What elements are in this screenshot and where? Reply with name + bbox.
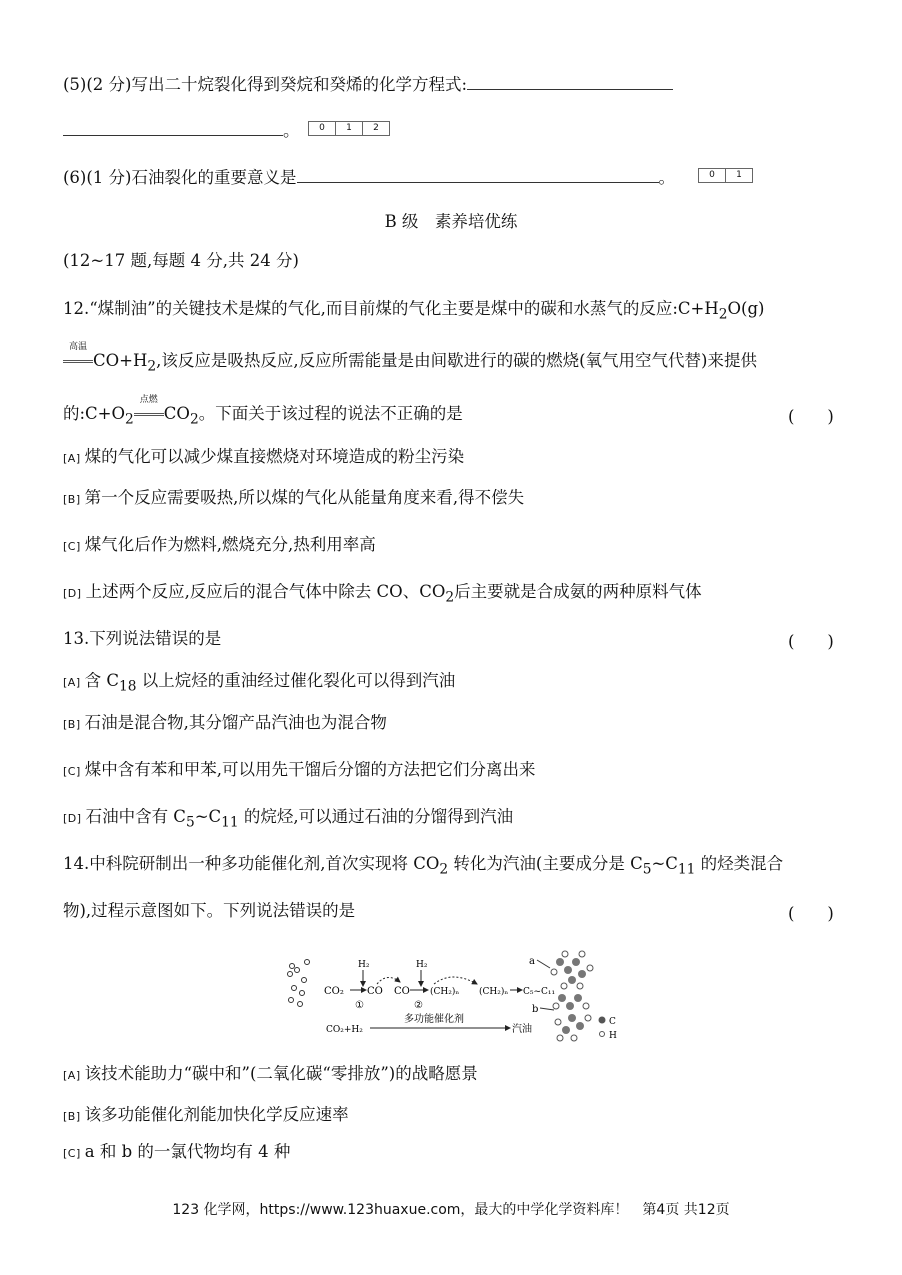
option-text: 煤的气化可以减少煤直接燃烧对环境造成的粉尘污染 (84, 447, 465, 466)
option-label: [C] (63, 765, 81, 778)
option-label: [C] (63, 1147, 81, 1160)
option-label: [B] (63, 493, 81, 506)
q14-text: 14.中科院研制出一种多功能催化剂,首次实现将 CO (63, 854, 440, 873)
catalyst-label: 多功能催化剂 (404, 1014, 464, 1025)
option-text: 该多功能催化剂能加快化学反应速率 (84, 1105, 349, 1124)
h2-label-1: H₂ (358, 960, 370, 970)
step-2-label: ② (414, 1000, 423, 1011)
h2-label-2: H₂ (416, 960, 428, 970)
co2-label: CO₂ (324, 986, 344, 997)
option-text: ~C (194, 807, 222, 826)
q12-option-b[interactable] (63, 487, 524, 511)
option-label: [B] (63, 1110, 81, 1123)
q12-text: CO (163, 404, 190, 423)
score-cell[interactable]: 2 (373, 123, 379, 133)
q14-option-c[interactable] (63, 1141, 290, 1165)
q12-text: 12.“煤制油”的关键技术是煤的气化,而目前煤的气化主要是煤中的碳和水蒸气的反应:C+H (63, 299, 719, 318)
q12-line1 (63, 298, 764, 325)
q5-answer-blank-1[interactable] (467, 73, 673, 90)
subscript: 2 (147, 358, 157, 375)
ch2n-label-1: (CH₂)ₙ (430, 987, 460, 997)
q5-score-box (308, 121, 390, 136)
subscript: 11 (677, 861, 696, 878)
co-label-1: CO (367, 986, 383, 997)
q13-answer-paren[interactable]: ( ) (788, 632, 834, 651)
q12-text: ,该反应是吸热反应,反应所需能量是由间歇进行的碳的燃烧(氧气用空气代替)来提供 (156, 351, 757, 370)
equals-sign (63, 360, 93, 363)
q6-text: (6)(1 分)石油裂化的重要意义是 (63, 168, 297, 187)
step-1-label: ① (355, 1000, 364, 1011)
ch2n-label-2: (CH₂)ₙ (479, 987, 509, 997)
q12-option-a[interactable] (63, 446, 464, 470)
q6-period: 。 (658, 168, 675, 187)
q14-line2: 物),过程示意图如下。下列说法错误的是 (63, 901, 356, 920)
option-text: 石油中含有 C (85, 807, 186, 826)
product-label: C₅~C₁₁ (523, 987, 556, 997)
section-title: B 级 素养培优练 (384, 212, 518, 231)
option-label: [C] (63, 540, 81, 553)
q6-answer-blank[interactable] (297, 166, 659, 183)
subscript: 5 (642, 861, 652, 878)
q13-option-d[interactable] (63, 806, 513, 833)
option-label: [B] (63, 718, 81, 731)
q12-answer-paren[interactable]: ( ) (788, 407, 834, 426)
q14-answer-paren[interactable]: ( ) (788, 904, 834, 923)
q6-score-box (698, 168, 753, 183)
q5-line2 (63, 119, 300, 142)
q14-option-a[interactable] (63, 1063, 478, 1087)
molecule-b-model-icon (553, 994, 591, 1041)
co-label-2: CO (394, 986, 410, 997)
equation-condition (63, 342, 93, 372)
section-note: (12~17 题,每题 4 分,共 24 分) (63, 251, 299, 270)
option-text: 煤中含有苯和甲苯,可以用先干馏后分馏的方法把它们分离出来 (84, 760, 536, 779)
co2-molecules-icon (288, 960, 310, 1007)
page-footer: 123 化学网，https://www.123huaxue.com，最大的中学化学资料库！ 第4页 共12页 (172, 1202, 730, 1218)
condition-text: 高温 (68, 342, 87, 352)
q13-option-b[interactable] (63, 712, 387, 736)
legend-h-label: H (609, 1031, 617, 1041)
option-text: 含 C (84, 671, 119, 690)
molecule-a-label: a (529, 956, 535, 967)
q12-text: O(g) (727, 299, 765, 318)
carbon-legend-icon (599, 1017, 606, 1024)
q12-line2 (63, 342, 757, 377)
subscript: 11 (221, 814, 239, 831)
gasoline-label: 汽油 (512, 1024, 532, 1035)
option-label: [D] (63, 587, 82, 600)
equals-sign (134, 413, 164, 416)
option-text: 的烷烃,可以通过石油的分馏得到汽油 (238, 807, 514, 826)
q14-text: 的烃类混合 (695, 854, 784, 873)
q14-text: ~C (651, 854, 678, 873)
option-text: 该技术能助力“碳中和”(二氧化碳“零排放”)的战略愿景 (84, 1064, 478, 1083)
option-text: a 和 b 的一氯代物均有 4 种 (84, 1142, 291, 1161)
score-cell[interactable]: 0 (699, 169, 726, 182)
q14-option-b[interactable] (63, 1104, 349, 1128)
q14-text: 转化为汽油(主要成分是 C (448, 854, 643, 873)
option-text: 以上烷烃的重油经过催化裂化可以得到汽油 (136, 671, 456, 690)
subscript: 18 (118, 678, 137, 695)
option-text: 第一个反应需要吸热,所以煤的气化从能量角度来看,得不偿失 (84, 488, 525, 507)
molecule-b-label: b (532, 1004, 539, 1015)
option-text: 上述两个反应,反应后的混合气体中除去 CO、CO (85, 582, 446, 601)
option-label: [A] (63, 452, 81, 465)
q14-line1 (63, 853, 783, 880)
q5-period: 。 (283, 121, 300, 140)
q12-text: 的:C+O (63, 404, 126, 423)
q12-option-c[interactable] (63, 534, 376, 558)
q13-option-c[interactable] (63, 759, 536, 783)
condition-text: 点燃 (139, 395, 158, 405)
q12-line3 (63, 395, 463, 430)
q12-option-d[interactable] (63, 581, 702, 608)
reactants-label: CO₂+H₂ (326, 1025, 363, 1035)
q13-stem: 13.下列说法错误的是 (63, 629, 222, 648)
q5-answer-blank-2[interactable] (63, 119, 283, 136)
option-label: [A] (63, 676, 81, 689)
q5-line1 (63, 73, 673, 96)
subscript: 2 (439, 861, 449, 878)
subscript: 2 (445, 589, 455, 606)
hydrogen-legend-icon (600, 1032, 605, 1037)
option-text: 后主要就是合成氨的两种原料气体 (454, 582, 702, 601)
score-cell[interactable]: 1 (336, 122, 363, 135)
q12-text: 。下面关于该过程的说法不正确的是 (198, 404, 463, 423)
subscript: 2 (718, 306, 728, 323)
equation-condition (134, 395, 164, 425)
option-label: [A] (63, 1069, 81, 1082)
q5-text: (5)(2 分)写出二十烷裂化得到癸烷和癸烯的化学方程式: (63, 75, 468, 94)
molecule-a-model-icon (551, 951, 593, 989)
subscript: 5 (185, 814, 195, 831)
catalysis-process-diagram (282, 948, 627, 1043)
subscript: 2 (125, 411, 134, 428)
subscript: 2 (189, 411, 199, 428)
q12-text: CO+H (93, 351, 148, 370)
legend-c-label: C (609, 1017, 616, 1027)
option-text: 煤气化后作为燃料,燃烧充分,热利用率高 (84, 535, 376, 554)
q13-option-a[interactable] (63, 670, 455, 697)
option-text: 石油是混合物,其分馏产品汽油也为混合物 (84, 713, 387, 732)
score-cell[interactable]: 0 (309, 122, 336, 135)
option-label: [D] (63, 812, 82, 825)
score-cell[interactable]: 1 (736, 170, 742, 180)
q6-line (63, 166, 675, 189)
